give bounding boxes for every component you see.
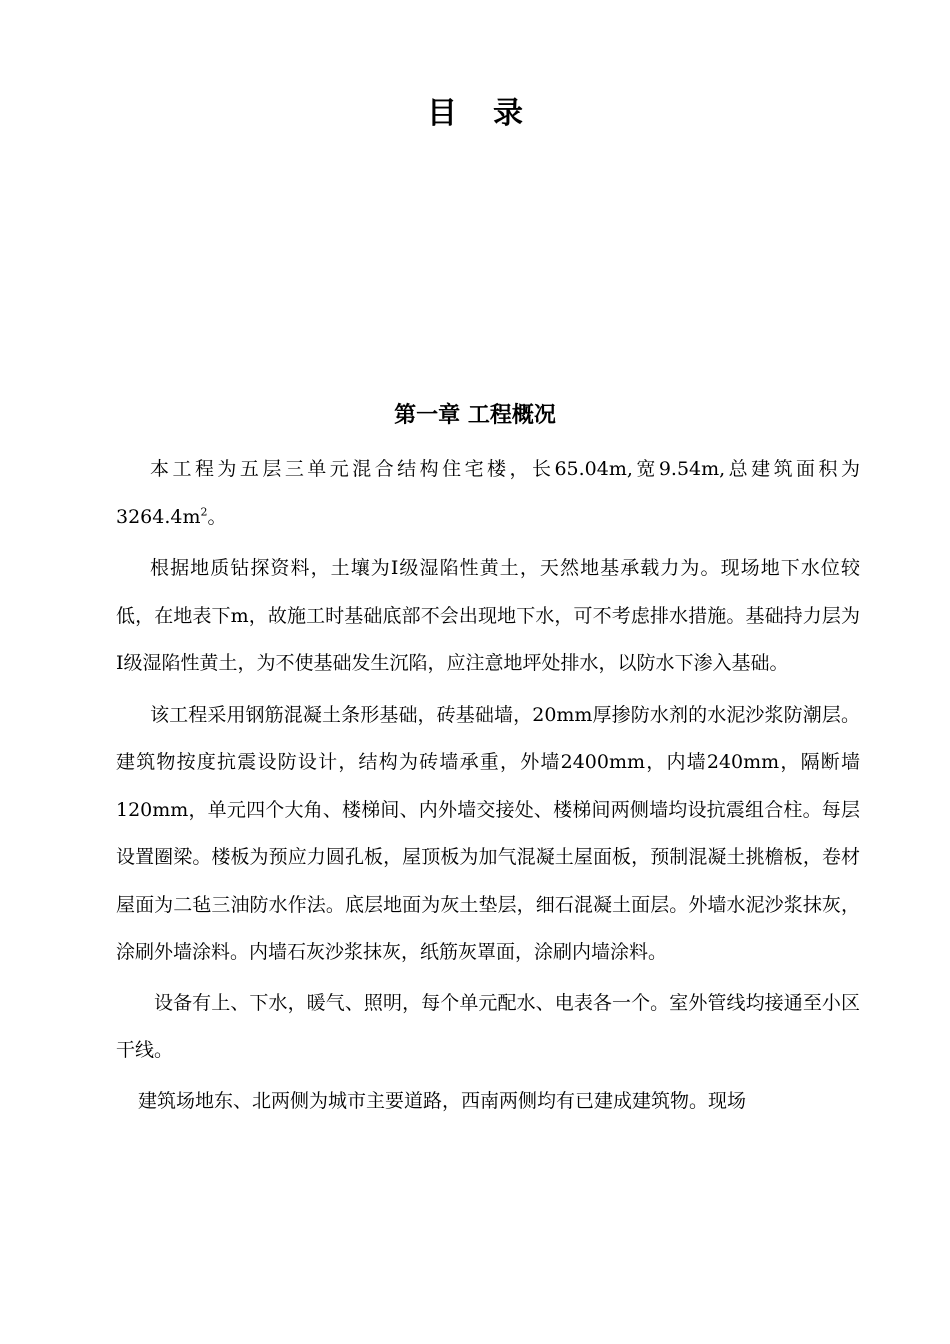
- paragraph-equipment: 设备有上、下水，暖气、照明，每个单元配水、电表各一个。室外管线均接通至小区干线。: [116, 991, 860, 1061]
- chapter-title: 第一章 工程概况: [394, 403, 556, 428]
- superscript: 2: [200, 505, 208, 519]
- paragraph-geology: 根据地质钻探资料，土壤为Ⅰ级湿陷性黄土，天然地基承载力为。现场地下水位较低，在地表下m，故施工时基础底部不会出现地下水，可不考虑排水措施。基础持力层为Ⅰ级湿陷性黄土，为不使基础发生沉陷，应注意地坪处排水，以防水下渗入基础。: [116, 557, 860, 674]
- chapter-body: [116, 446, 860, 1125]
- paragraph-text: 本工程为五层三单元混合结构住宅楼，长65.04m,宽9.54m,总建筑面积为3264.4m: [116, 458, 860, 528]
- paragraph-structure: 该工程采用钢筋混凝土条形基础，砖基础墙，20mm厚掺防水剂的水泥沙浆防潮层。建筑物按度抗震设防设计，结构为砖墙承重，外墙2400mm，内墙240mm，隔断墙120mm，单元四个大角、楼梯间、内外墙交接处、楼梯间两侧墙均设抗震组合柱。每层设置圈梁。楼板为预应力圆孔板，屋顶板为加气混凝土屋面板，预制混凝土挑檐板，卷材屋面为二毡三油防水作法。底层地面为灰土垫层，细石混凝土面层。外墙水泥沙浆抹灰，涂刷外墙涂料。内墙石灰沙浆抹灰，纸筋灰罩面，涂刷内墙涂料。: [116, 703, 860, 963]
- paragraph-project-overview: [116, 446, 860, 541]
- paragraph-tail: 。: [207, 505, 227, 528]
- toc-title: 目录: [427, 96, 559, 131]
- paragraph-site: 建筑场地东、北两侧为城市主要道路，西南两侧均有已建成建筑物。现场: [138, 1089, 747, 1112]
